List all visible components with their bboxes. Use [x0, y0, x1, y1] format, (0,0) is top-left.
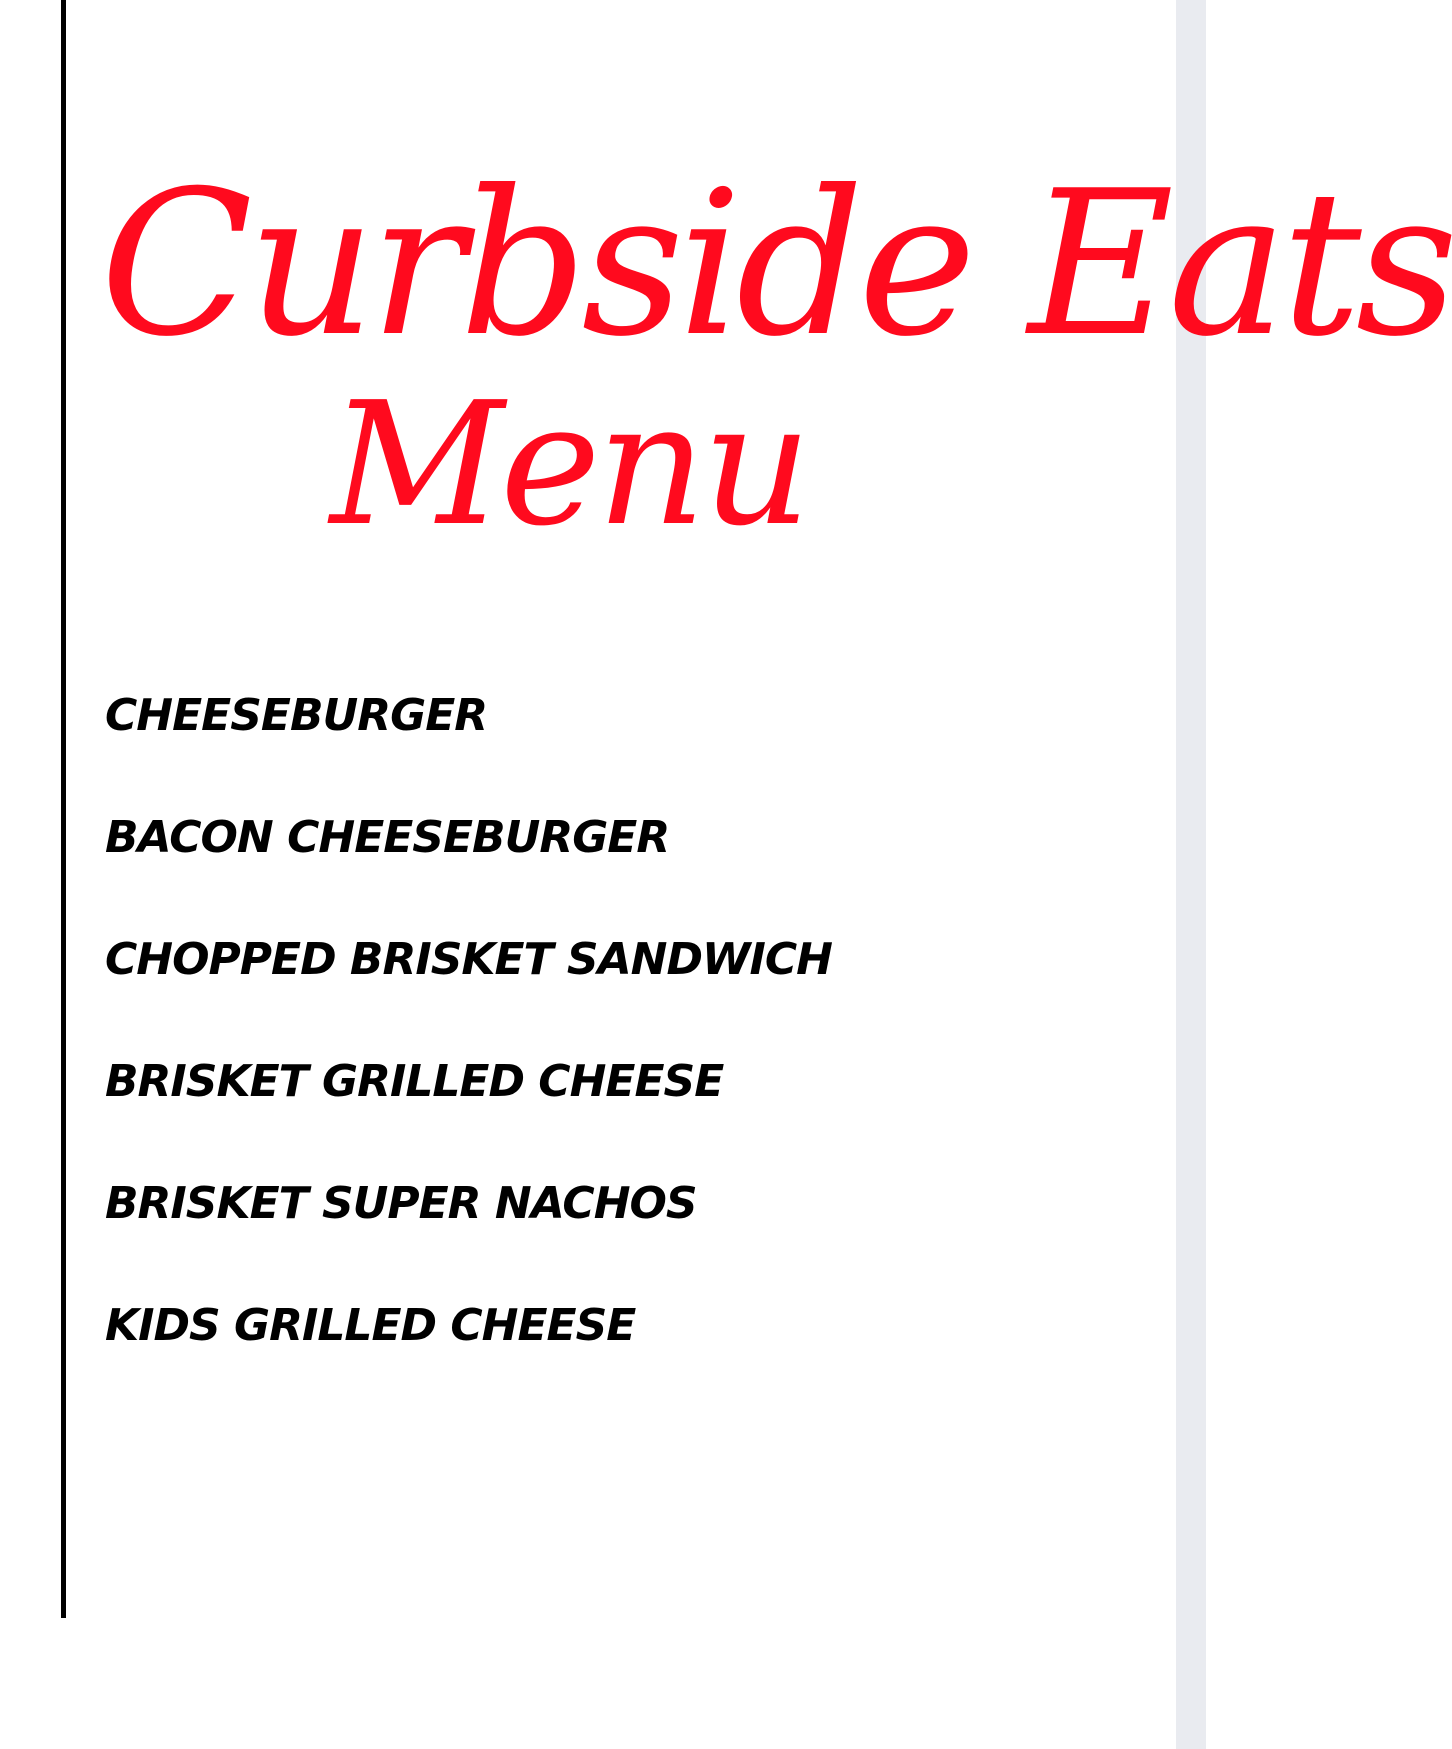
title-line-2: Menu — [330, 366, 808, 564]
menu-item-cheeseburger: CHEESEBURGER — [105, 690, 488, 741]
menu-list — [105, 690, 832, 1422]
menu-item-brisket-grilled-cheese: BRISKET GRILLED CHEESE — [105, 1056, 724, 1107]
menu-item-chopped-brisket-sandwich: CHOPPED BRISKET SANDWICH — [105, 934, 832, 985]
menu-item-brisket-super-nachos: BRISKET SUPER NACHOS — [105, 1178, 697, 1229]
left-vertical-rule — [61, 0, 66, 1618]
menu-item-bacon-cheeseburger: BACON CHEESEBURGER — [105, 812, 670, 863]
menu-item-kids-grilled-cheese: KIDS GRILLED CHEESE — [105, 1300, 636, 1351]
title-line-1: Curbside Eats — [100, 148, 1452, 381]
